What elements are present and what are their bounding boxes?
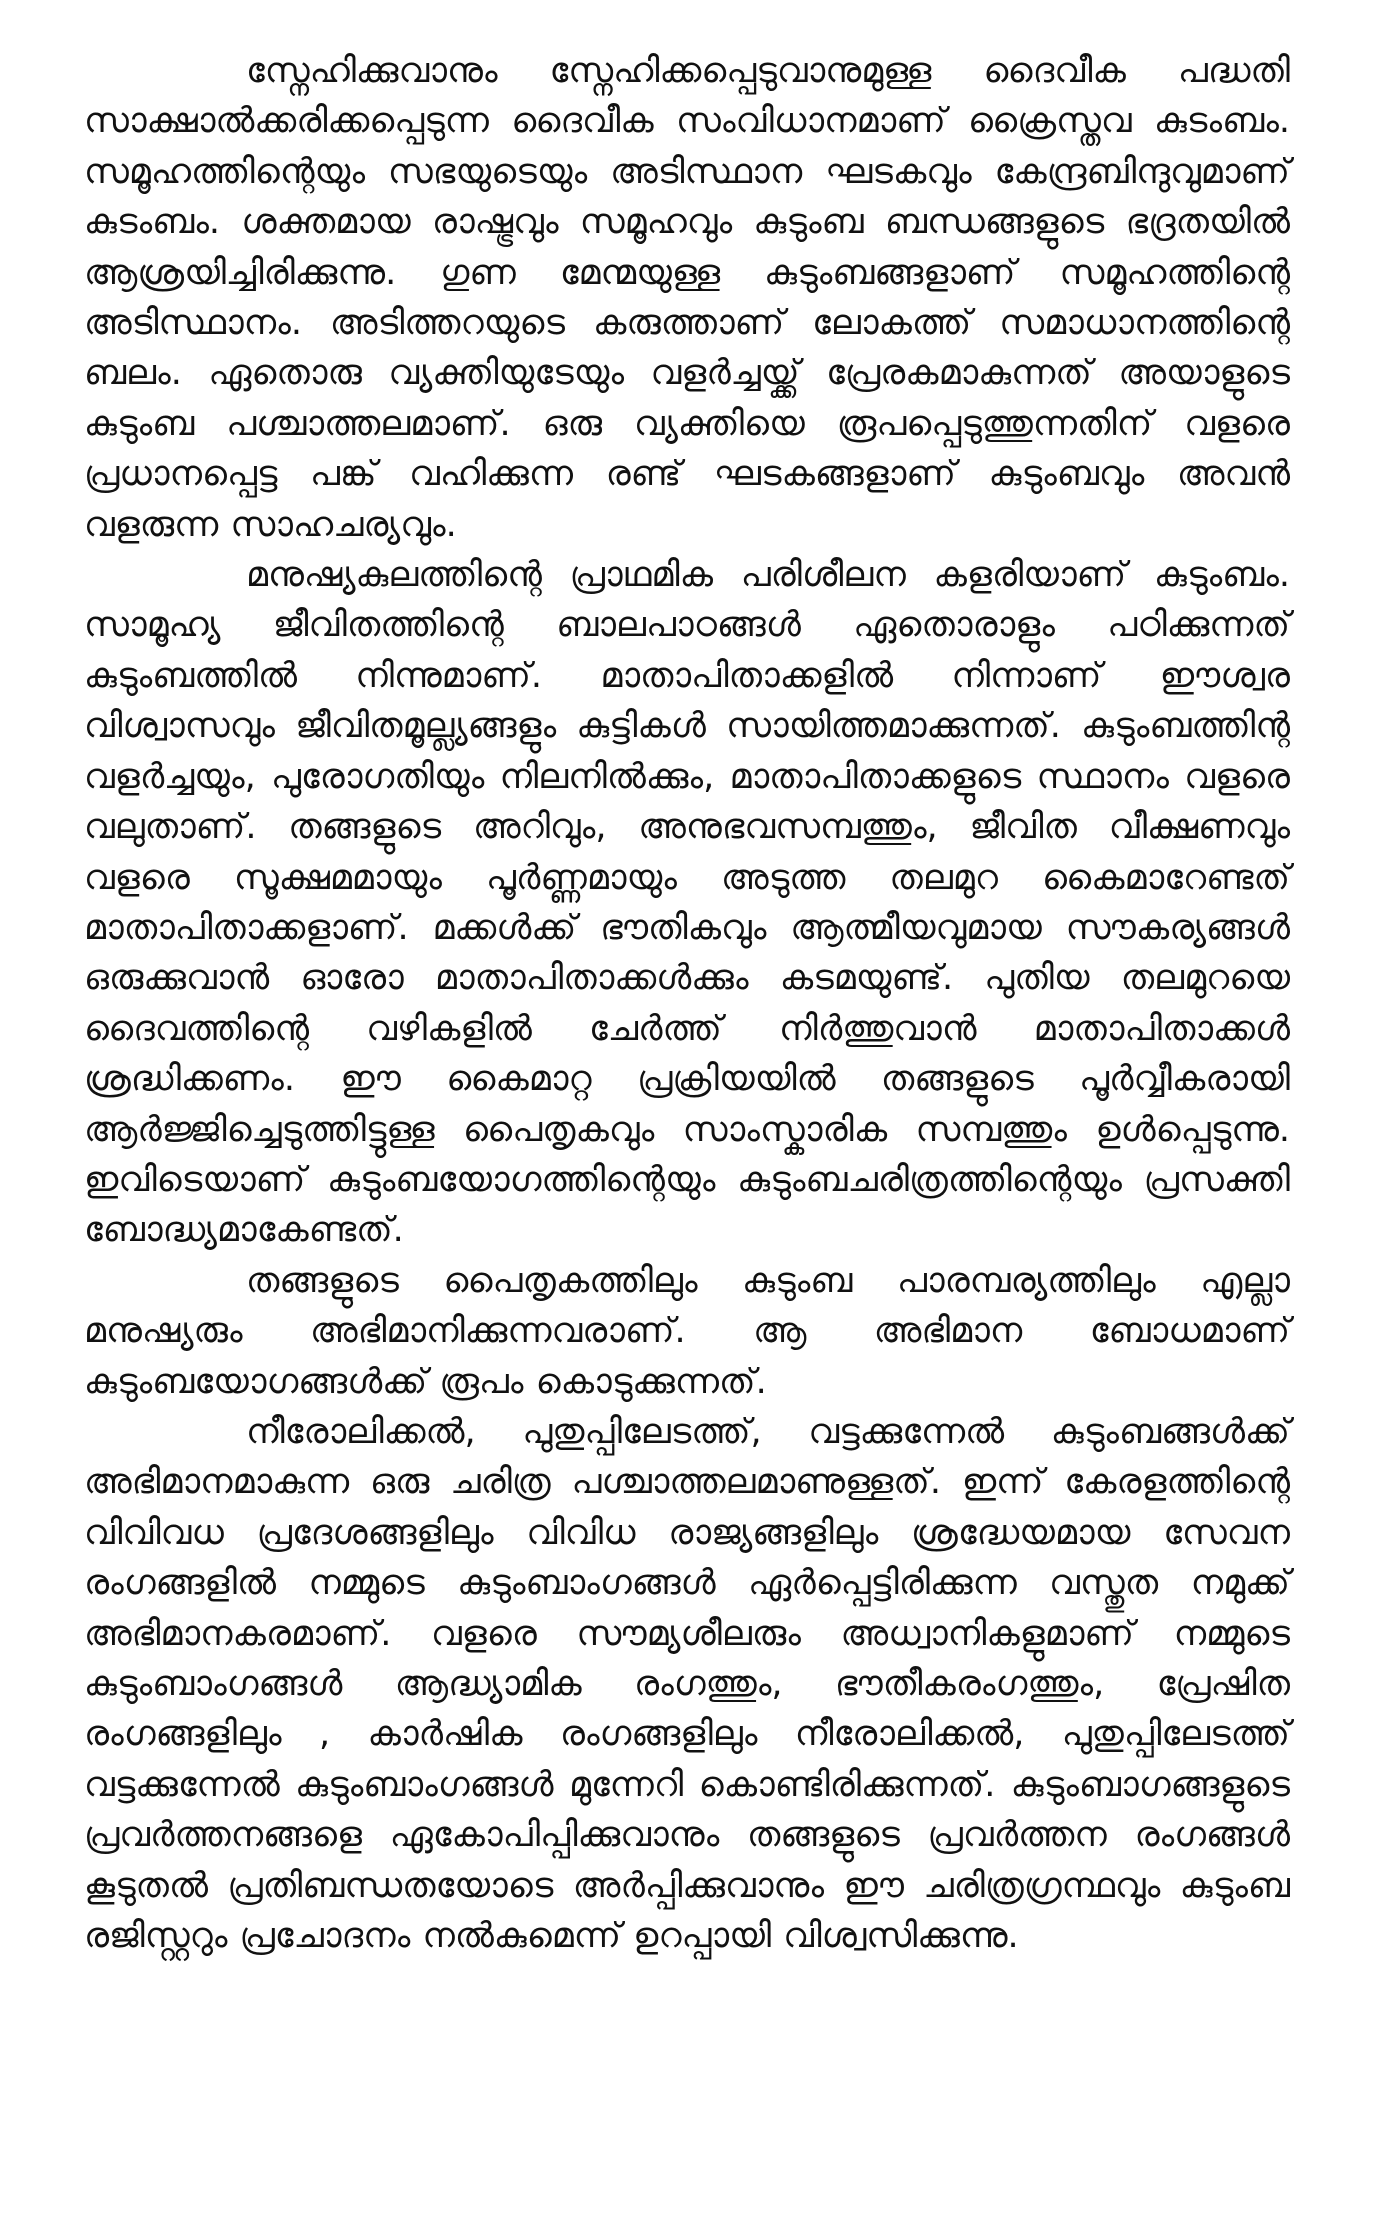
paragraph-1: സ്നേഹിക്കുവാനും സ്നേഹിക്കപ്പെടുവാനുമുള്ള ദൈവീക പദ്ധതി സാക്ഷാൽക്കരിക്കപ്പെടുന്ന ദൈവീക സംവിധാനമാണ് ക്രൈസ്തവ കുടംബം. സമൂഹത്തിന്റെയും സഭയുടെയും അടിസ്ഥാന ഘടകവും കേന്ദ്രബിന്ദുവുമാണ് കുടംബം. ശക്തമായ രാഷ്ട്രവും സമൂഹവും കുടുംബ ബന്ധങ്ങളുടെ ഭദ്രതയിൽ ആശ്രയിച്ചിരിക്കുന്നു. ഗുണ മേന്മയുള്ള കുടുംബങ്ങളാണ് സമൂഹത്തിന്റെ അടിസ്ഥാനം. അടിത്തറയുടെ കരുത്താണ് ലോകത്ത് സമാധാനത്തിന്റെ ബലം. ഏതൊരു വ്യക്തിയുടേയും വളർച്ചയ്ക്ക് പ്രേരകമാകുന്നത് അയാളുടെ കുടുംബ പശ്ചാത്തലമാണ്. ഒരു വ്യക്തിയെ രൂപപ്പെടുത്തുന്നതിന് വളരെ പ്രധാനപ്പെട്ട പങ്ക് വഹിക്കുന്ന രണ്ട് ഘടകങ്ങളാണ് കുടുംബവും അവൻ വളരുന്ന സാഹചര്യവും. <box>84 51 1290 545</box>
document-page <box>84 46 1290 1961</box>
paragraph-3: തങ്ങളുടെ പൈതൃകത്തിലും കുടുംബ പാരമ്പര്യത്തിലും എല്ലാ മനുഷ്യരും അഭിമാനിക്കുന്നവരാണ്. ആ അഭിമാന ബോധമാണ് കുടുംബയോഗങ്ങൾക്ക് രൂപം കൊടുക്കുന്നത്. <box>84 1260 1290 1402</box>
paragraph-2: മനുഷ്യകുലത്തിന്റെ പ്രാഥമിക പരിശീലന കളരിയാണ് കുടുംബം. സാമൂഹ്യ ജീവിതത്തിന്റെ ബാലപാഠങ്ങൾ ഏതൊരാളും പഠിക്കുന്നത് കുടുംബത്തിൽ നിന്നുമാണ്. മാതാപിതാക്കളിൽ നിന്നാണ് ഈശ്വര വിശ്വാസവും ജീവിതമൂല്ല്യങ്ങളും കുട്ടികൾ സായിത്തമാക്കുന്നത്. കുടുംബത്തിന്റ വളർച്ചയും, പുരോഗതിയും നിലനിൽക്കും, മാതാപിതാക്കളുടെ സ്ഥാനം വളരെ വലുതാണ്. തങ്ങളുടെ അറിവും, അനുഭവസമ്പത്തും, ജീവിത വീക്ഷണവും വളരെ സൂക്ഷമമായും പൂർണ്ണമായും അടുത്ത തലമുറ കൈമാറേണ്ടത് മാതാപിതാക്കളാണ്. മക്കൾക്ക് ഭൗതികവും ആത്മീയവുമായ സൗകര്യങ്ങൾ ഒരുക്കുവാൻ ഓരോ മാതാപിതാക്കൾക്കും കടമയുണ്ട്. പുതിയ തലമുറയെ ദൈവത്തിന്റെ വഴികളിൽ ചേർത്ത് നിർത്തുവാൻ മാതാപിതാക്കൾ ശ്രദ്ധിക്കണം. ഈ കൈമാറ്റ പ്രക്രിയയിൽ തങ്ങളുടെ പൂർവ്വീകരായി ആർജ്ജിച്ചെടുത്തിട്ടുള്ള പൈതൃകവും സാംസ്കാരിക സമ്പത്തും ഉൾപ്പെടുന്നു. ഇവിടെയാണ് കുടുംബയോഗത്തിന്റെയും കുടുംബചരിത്രത്തിന്റെയും പ്രസക്തി ബോദ്ധ്യമാകേണ്ടത്. <box>84 555 1290 1251</box>
paragraph-4: നീരോലിക്കൽ, പുതുപ്പിലേടത്ത്, വട്ടക്കുന്നേൽ കുടുംബങ്ങൾക്ക് അഭിമാനമാകുന്ന ഒരു ചരിത്ര പശ്ചാത്തലമാണുള്ളത്. ഇന്ന് കേരളത്തിന്റെ വിവിവധ പ്രദേശങ്ങളിലും വിവിധ രാജ്യങ്ങളിലും ശ്രദ്ധേയമായ സേവന രംഗങ്ങളിൽ നമ്മുടെ കുടുംബാംഗങ്ങൾ ഏർപ്പെട്ടിരിക്കുന്ന വസ്തുത നമുക്ക് അഭിമാനകരമാണ്. വളരെ സൗമ്യശീലരും അധ്വാനികളുമാണ് നമ്മുടെ കുടുംബാംഗങ്ങൾ ആദ്ധ്യാമിക രംഗത്തും, ഭൗതീകരംഗത്തും, പ്രേഷിത രംഗങ്ങളിലും , കാർഷിക രംഗങ്ങളിലും നീരോലിക്കൽ, പുതുപ്പിലേടത്ത് വട്ടക്കുന്നേൽ കുടുംബാംഗങ്ങൾ മുന്നേറി കൊണ്ടിരിക്കുന്നത്. കുടുംബാഗങ്ങളുടെ പ്രവർത്തനങ്ങളെ ഏകോപിപ്പിക്കുവാനും തങ്ങളുടെ പ്രവർത്തന രംഗങ്ങൾ കൂടുതൽ പ്രതിബന്ധതയോടെ അർപ്പിക്കുവാനും ഈ ചരിത്രഗ്രന്ഥവും കുടുംബ രജിസ്റ്ററും പ്രചോദനം നൽകുമെന്ന് ഉറപ്പായി വിശ്വസിക്കുന്നു. <box>84 1411 1290 1957</box>
